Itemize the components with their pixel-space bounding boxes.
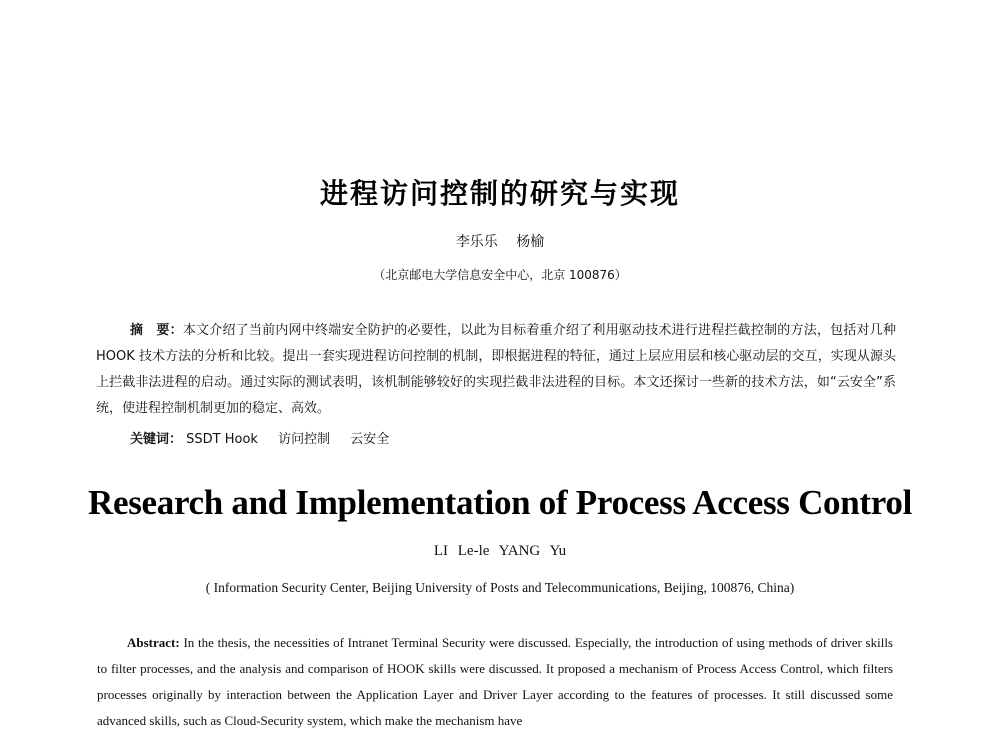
english-abstract-text: In the thesis, the necessities of Intranet Terminal Security were discussed. Especially, the introduction of using methods of driver skills to filter processes, and the analysis and comparison of HOOK skills were discussed. It proposed a mechanism of Process Access Control, which filters processes originally by interaction between the Application Layer and Driver Layer according to the features of processes. It still discussed some advanced skills, such as Cloud-Security system, which make the mechanism have — [97, 635, 893, 728]
english-title: Research and Implementation of Process Access Control — [87, 483, 912, 522]
chinese-affiliation: （北京邮电大学信息安全中心，北京 100876） — [373, 268, 627, 282]
english-authors: LI Le-le YANG Yu — [433, 543, 567, 559]
english-affiliation: ( Information Security Center, Beijing University of Posts and Telecommunications, Beijing, 100876, China) — [205, 580, 795, 595]
keywords-label: 关键词： — [130, 432, 183, 447]
chinese-keywords — [130, 428, 890, 447]
english-abstract-label: Abstract: — [127, 635, 184, 650]
chinese-abstract-text: 本文介绍了当前内网中终端安全防护的必要性，以此为目标着重介绍了利用驱动技术进行进程拦截控制的方法，包括对几种 HOOK 技术方法的分析和比较。提出一套实现进程访问控制的机制，即根据进程的特征，通过上层应用层和核心驱动层的交互，实现从源头上拦截非法进程的启动。通过实际的测试表明，该机制能够较好的实现拦截非法进程的目标。本文还探讨一些新的技术方法，如“云安全”系统，使进程控制机制更加的稳定、高效。 — [96, 323, 896, 416]
chinese-authors: 李乐乐 杨榆 — [455, 234, 545, 250]
chinese-abstract — [96, 318, 896, 422]
chinese-abstract-label: 摘 要： — [130, 323, 183, 338]
english-abstract — [97, 630, 893, 734]
keyword-item: SSDT Hook — [186, 432, 258, 447]
keyword-item: 云安全 — [350, 432, 390, 447]
chinese-title: 进程访问控制的研究与实现 — [319, 177, 680, 210]
keyword-item: 访问控制 — [278, 432, 331, 447]
